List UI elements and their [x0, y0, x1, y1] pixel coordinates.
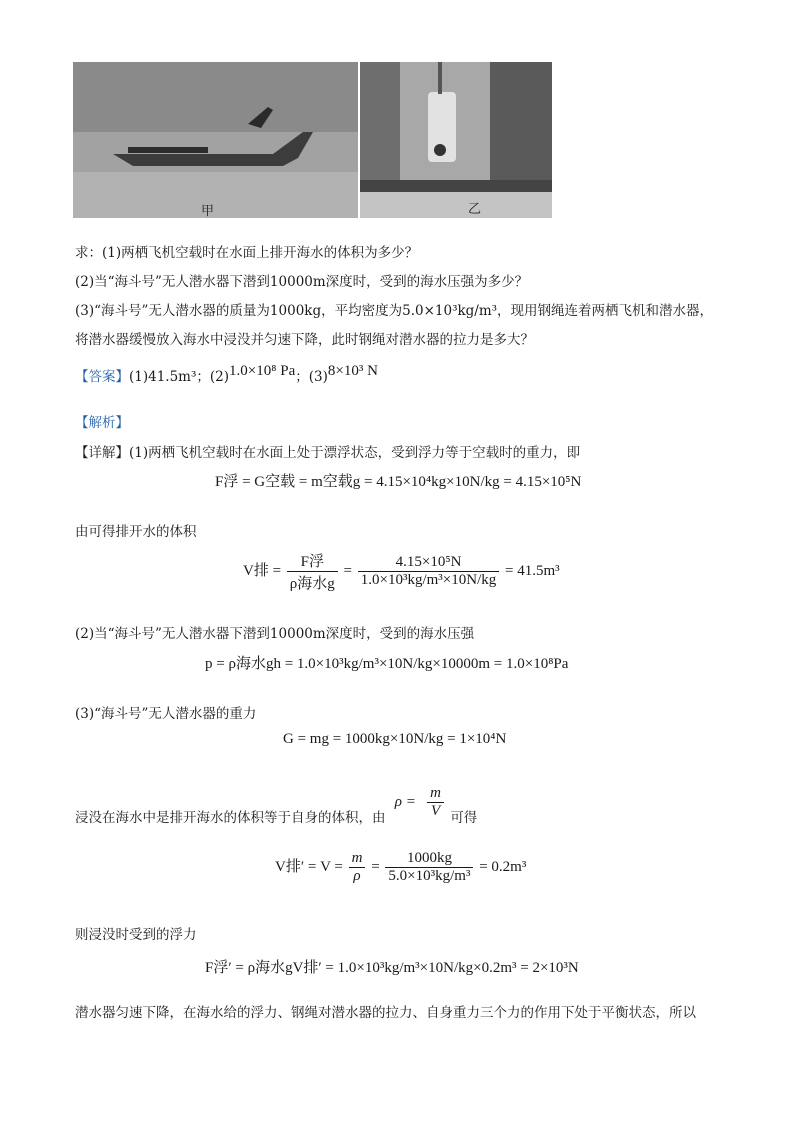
detail-text-2: 由可得排开水的体积	[75, 524, 197, 540]
photo-submersible	[360, 62, 552, 218]
eq6-fraction-1	[349, 850, 366, 885]
eq2-fraction-1	[287, 550, 338, 593]
equation-4: G = mg = 1000kg×10N/kg = 1×10⁴N	[283, 731, 507, 747]
photo-label-right: 乙	[468, 202, 482, 217]
analysis-tag: 【解析】	[75, 415, 129, 431]
eq6-num-1: m	[349, 850, 366, 868]
answer-separator: ；(3)	[295, 369, 328, 385]
question-3-line-2: 将潜水器缓慢放入海水中浸没并匀速下降，此时钢绳对潜水器的拉力是多大？	[75, 332, 534, 348]
detail-text-5b: 可得	[450, 810, 478, 826]
submersible-illustration	[360, 62, 552, 218]
detail-text-5	[75, 785, 478, 826]
density-fraction	[427, 785, 444, 820]
eq2-fraction-2	[358, 554, 500, 589]
eq2-num-2: 4.15×10⁵N	[358, 554, 500, 572]
eq6-den-1: ρ	[353, 868, 361, 884]
answer-value-3: 8×10³ N	[327, 363, 378, 379]
eq2-den-2: 1.0×10³kg/m³×10N/kg	[360, 572, 497, 588]
density-den: V	[431, 803, 441, 819]
detail-text-6: 则浸没时受到的浮力	[75, 927, 197, 943]
detail-tag: 【详解】	[75, 445, 129, 461]
answer-tag: 【答案】	[75, 369, 129, 385]
answer-value-2: 1.0×10⁸ Pa	[229, 363, 296, 379]
photo-amphibious-plane	[73, 62, 358, 218]
eq6-rhs: = 0.2m³	[479, 858, 527, 875]
equation-6: V排′ = V = $\frac{m}{\rho}$ = $\frac{1000kg}{\text{5.0×10³kg/m³}}$ = 0.2m³	[275, 850, 527, 884]
question-2: (2)当“海斗号”无人潜水器下潜到10000m深度时，受到的海水压强为多少？	[75, 274, 529, 290]
eq2-rhs: = 41.5m³	[505, 562, 560, 579]
answer-line	[75, 365, 378, 386]
detail-text-3: (2)当“海斗号”无人潜水器下潜到10000m深度时，受到的海水压强	[75, 626, 475, 642]
eq6-lhs: V排′ = V =	[275, 858, 343, 875]
plane-illustration	[73, 62, 358, 218]
detail-text-7: 潜水器匀速下降，在海水给的浮力、钢绳对潜水器的拉力、自身重力三个力的作用下处于平衡状态，所以	[75, 1005, 696, 1021]
equation-3: p = ρ海水gh = 1.0×10³kg/m³×10N/kg×10000m = 1.0×10⁸Pa	[205, 656, 569, 672]
answer-part-1: (1)41.5m³；(2)	[129, 369, 230, 385]
eq2-num-1: F浮	[287, 550, 338, 572]
density-formula	[392, 794, 419, 811]
photo-label-left: 甲	[201, 204, 215, 218]
eq2-den-1: ρ海水g	[289, 576, 335, 592]
question-1: 求：(1)两栖飞机空载时在水面上排开海水的体积为多少？	[75, 245, 419, 261]
eq6-fraction-2	[385, 850, 473, 885]
equation-7: F浮′ = ρ海水gV排′ = 1.0×10³kg/m³×10N/kg×0.2m³ = 2×10³N	[205, 960, 579, 976]
eq6-num-2: 1000kg	[385, 850, 473, 868]
eq2-lhs: V排 =	[243, 562, 282, 579]
detail-text-1: (1)两栖飞机空载时在水面上处于漂浮状态，受到浮力等于空载时的重力，即	[129, 445, 581, 461]
detail-text-5a: 浸没在海水中是排开海水的体积等于自身的体积，由	[75, 810, 386, 826]
eq6-den-2: 5.0×10³kg/m³	[388, 868, 471, 884]
detail-text-4: (3)“海斗号”无人潜水器的重力	[75, 706, 257, 722]
density-num: m	[427, 785, 444, 803]
question-3-line-1: (3)“海斗号”无人潜水器的质量为1000kg，平均密度为5.0×10³kg/m³，现用钢绳连着两栖飞机和潜水器，	[75, 303, 714, 319]
detail-line-1	[75, 441, 580, 461]
equation-2: V排 = $\frac{\text{F浮}}{\text{ρ海水g}}$ = $\frac{\text{4.15×10⁵N}}{\text{1.0×10³kg/m³×10N/kg}}$ = 41.5m³	[243, 550, 560, 593]
equation-1: F浮 = G空载 = m空载g = 4.15×10⁴kg×10N/kg = 4.15×10⁵N	[215, 474, 582, 490]
density-lhs: ρ =	[394, 794, 416, 810]
